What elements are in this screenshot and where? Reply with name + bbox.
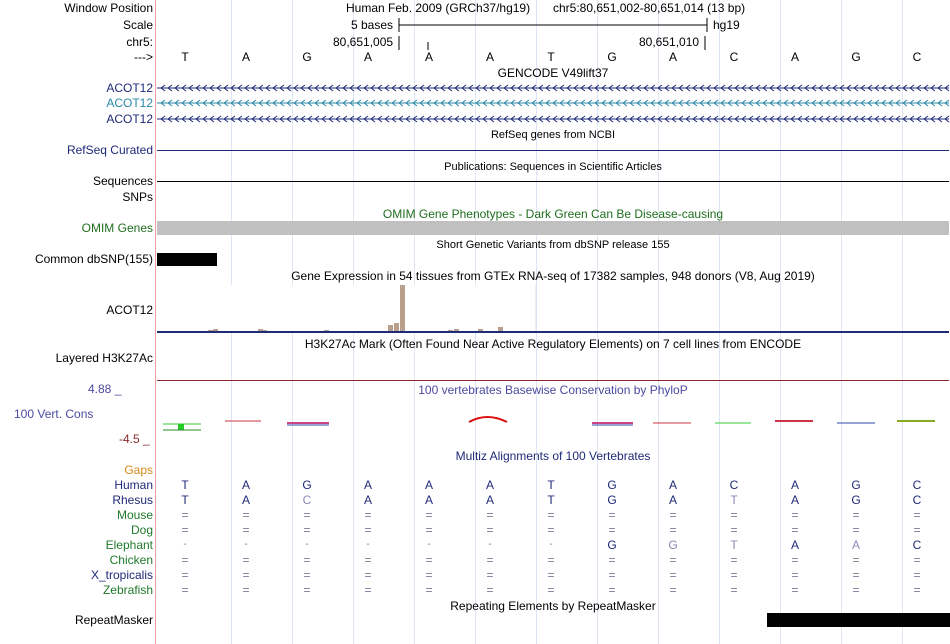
species-label[interactable]: Mouse — [116, 508, 153, 522]
refseq-line[interactable] — [157, 150, 949, 151]
alignment-base: = — [486, 583, 494, 597]
alignment-base: = — [547, 583, 555, 597]
alignment-base: = — [242, 583, 250, 597]
alignment-base: = — [364, 508, 372, 522]
alignment-base: A — [668, 478, 677, 492]
alignment-base: = — [608, 583, 616, 597]
alignment-base: C — [912, 538, 922, 552]
alignment-base: T — [547, 478, 555, 492]
snps-label[interactable]: SNPs — [122, 190, 153, 204]
label-panel-border — [155, 0, 156, 644]
sequence-base: T — [547, 50, 555, 64]
sequence-base: A — [424, 50, 433, 64]
species-label[interactable]: Zebrafish — [102, 583, 153, 597]
alignment-base: = — [303, 583, 311, 597]
gaps-label[interactable]: Gaps — [124, 463, 153, 477]
refseq-title: RefSeq genes from NCBI — [490, 129, 616, 141]
alignment-base: = — [913, 568, 921, 582]
gencode-transcript-1[interactable] — [157, 83, 949, 93]
omim-title: OMIM Gene Phenotypes - Dark Green Can Be Disease-causing — [382, 207, 724, 221]
alignment-base: C — [912, 478, 922, 492]
scale-label: Scale — [122, 18, 153, 32]
alignment-base: T — [181, 478, 189, 492]
gencode-label-3[interactable]: ACOT12 — [106, 112, 153, 126]
alignment-base: = — [791, 583, 799, 597]
refseq-label[interactable]: RefSeq Curated — [66, 143, 153, 157]
gtex-label[interactable]: ACOT12 — [106, 303, 153, 317]
multiz-title: Multiz Alignments of 100 Vertebrates — [455, 449, 651, 463]
alignment-base: = — [242, 508, 250, 522]
sequence-base: C — [912, 50, 922, 64]
alignment-base: A — [485, 493, 494, 507]
repeatmasker-label[interactable]: RepeatMasker — [74, 613, 153, 627]
alignment-base: = — [547, 523, 555, 537]
species-label[interactable]: Elephant — [105, 538, 153, 552]
alignment-base: = — [181, 523, 189, 537]
repeat-element[interactable] — [767, 613, 950, 627]
gencode-transcript-2[interactable] — [157, 98, 949, 108]
phylop-max: 4.88 _ — [88, 382, 122, 396]
alignment-base: = — [608, 553, 616, 567]
species-label[interactable]: Rhesus — [112, 493, 153, 507]
alignment-base: = — [425, 508, 433, 522]
alignment-base: C — [302, 493, 312, 507]
alignment-base: = — [791, 508, 799, 522]
alignment-base: - — [244, 539, 248, 550]
dbsnp-label[interactable]: Common dbSNP(155) — [34, 252, 153, 266]
alignment-base: = — [852, 568, 860, 582]
alignment-base: = — [242, 553, 250, 567]
alignment-base: A — [790, 538, 799, 552]
alignment-base: = — [669, 568, 677, 582]
alignment-base: C — [912, 493, 922, 507]
alignment-base: T — [547, 493, 555, 507]
alignment-base: = — [852, 523, 860, 537]
alignment-base: = — [181, 583, 189, 597]
sequence-base: A — [485, 50, 494, 64]
omim-label[interactable]: OMIM Genes — [81, 221, 153, 235]
alignment-base: = — [364, 583, 372, 597]
species-label[interactable]: Chicken — [109, 553, 153, 567]
gencode-label-1[interactable]: ACOT12 — [106, 81, 153, 95]
sequence-base: T — [181, 50, 189, 64]
scale-bar-text: 5 bases — [351, 18, 394, 32]
coord-right: 80,651,010 — [639, 35, 700, 49]
alignment-base: - — [427, 539, 431, 550]
alignment-base: = — [913, 583, 921, 597]
alignment-base: = — [547, 568, 555, 582]
alignment-base: = — [730, 568, 738, 582]
sequence-base: A — [790, 50, 799, 64]
alignment-base: = — [791, 568, 799, 582]
alignment-base: T — [730, 538, 738, 552]
gtex-tissue-bar[interactable] — [400, 285, 405, 331]
dbsnp-title: Short Genetic Variants from dbSNP release 155 — [436, 239, 670, 251]
h3k27ac-baseline — [157, 380, 949, 381]
alignment-base: - — [305, 539, 309, 550]
alignment-base: = — [730, 523, 738, 537]
alignment-base: = — [303, 553, 311, 567]
alignment-base: A — [851, 538, 860, 552]
alignment-base: = — [608, 568, 616, 582]
strand-arrow: ---> — [134, 50, 153, 64]
alignment-base: A — [668, 493, 677, 507]
publications-title: Publications: Sequences in Scientific Articles — [444, 161, 662, 173]
publications-label[interactable]: Sequences — [92, 174, 153, 188]
alignment-base: = — [669, 523, 677, 537]
alignment-base: A — [790, 478, 799, 492]
gtex-gene-line[interactable] — [157, 331, 949, 333]
alignment-base: = — [730, 553, 738, 567]
alignment-base: G — [607, 538, 617, 552]
alignment-base: = — [242, 523, 250, 537]
alignment-base: G — [851, 478, 861, 492]
alignment-base: A — [424, 493, 433, 507]
alignment-base: = — [364, 568, 372, 582]
coord-left: 80,651,005 — [333, 35, 394, 49]
alignment-base: = — [852, 553, 860, 567]
alignment-base: = — [608, 508, 616, 522]
alignment-base: = — [181, 553, 189, 567]
window-position-label: Window Position — [64, 1, 153, 15]
alignment-base: = — [486, 523, 494, 537]
alignment-base: A — [241, 493, 250, 507]
alignment-base: A — [424, 478, 433, 492]
sequence-base: A — [668, 50, 677, 64]
sequence-base: C — [729, 50, 739, 64]
alignment-base: = — [791, 523, 799, 537]
assembly-title: Human Feb. 2009 (GRCh37/hg19) — [346, 1, 531, 15]
alignment-base: = — [425, 553, 433, 567]
gencode-title: GENCODE V49lift37 — [497, 66, 609, 80]
alignment-base: A — [241, 478, 250, 492]
alignment-base: = — [364, 553, 372, 567]
alignment-base: = — [181, 508, 189, 522]
h3k27ac-title: H3K27Ac Mark (Often Found Near Active Regulatory Elements) on 7 cell lines from ENCODE — [304, 337, 802, 351]
species-label[interactable]: Dog — [130, 523, 153, 537]
phylop-min: -4.5 _ — [119, 432, 150, 446]
alignment-base: = — [730, 508, 738, 522]
alignment-base: - — [366, 539, 370, 550]
position-range[interactable]: chr5:80,651,002-80,651,014 (13 bp) — [553, 1, 746, 15]
alignment-base: = — [852, 583, 860, 597]
scale-db: hg19 — [713, 18, 740, 32]
alignment-base: G — [302, 478, 312, 492]
alignment-base: A — [790, 493, 799, 507]
alignment-base: = — [425, 583, 433, 597]
alignment-base: - — [549, 539, 553, 550]
sequence-base: A — [363, 50, 372, 64]
alignment-base: = — [669, 508, 677, 522]
alignment-base: = — [730, 583, 738, 597]
alignment-base: = — [913, 523, 921, 537]
publications-line[interactable] — [157, 181, 949, 182]
alignment-base: = — [791, 553, 799, 567]
alignment-base: = — [364, 523, 372, 537]
gtex-title: Gene Expression in 54 tissues from GTEx RNA-seq of 17382 samples, 948 donors (V8, Aug 2019) — [291, 269, 815, 283]
alignment-base: = — [547, 508, 555, 522]
alignment-base: = — [303, 568, 311, 582]
alignment-base: - — [488, 539, 492, 550]
dbsnp-variant[interactable] — [157, 253, 217, 266]
alignment-base: C — [729, 478, 739, 492]
alignment-base: = — [669, 583, 677, 597]
gencode-transcript-3[interactable] — [157, 114, 949, 124]
alignment-base: G — [607, 478, 617, 492]
alignment-base: = — [547, 553, 555, 567]
alignment-base: G — [851, 493, 861, 507]
alignment-base: = — [303, 523, 311, 537]
sequence-base: A — [241, 50, 250, 64]
alignment-base: = — [486, 553, 494, 567]
gtex-plot-area[interactable] — [157, 285, 536, 331]
alignment-base: = — [303, 508, 311, 522]
alignment-base: A — [363, 493, 372, 507]
sequence-base: G — [851, 50, 861, 64]
gtex-tissue-bar[interactable] — [394, 323, 399, 331]
species-label[interactable]: X_tropicalis — [90, 568, 153, 582]
alignment-base: = — [486, 508, 494, 522]
species-label[interactable]: Human — [114, 478, 153, 492]
sequence-base: G — [607, 50, 617, 64]
alignment-base: = — [425, 523, 433, 537]
alignment-base: A — [485, 478, 494, 492]
alignment-base: G — [607, 493, 617, 507]
h3k27ac-label[interactable]: Layered H3K27Ac — [55, 351, 153, 365]
alignment-base: = — [486, 568, 494, 582]
alignment-base: = — [181, 568, 189, 582]
alignment-base: = — [913, 508, 921, 522]
alignment-base: G — [668, 538, 678, 552]
omim-gene-bar[interactable] — [157, 221, 949, 235]
alignment-base: = — [425, 568, 433, 582]
phylop-title: 100 vertebrates Basewise Conservation by PhyloP — [418, 383, 688, 397]
alignment-base: = — [913, 553, 921, 567]
alignment-base: T — [730, 493, 738, 507]
phylop-wiggle[interactable] — [157, 410, 949, 434]
alignment-base: = — [852, 508, 860, 522]
alignment-base: = — [608, 523, 616, 537]
alignment-base: - — [183, 539, 187, 550]
gencode-label-2[interactable]: ACOT12 — [106, 96, 153, 110]
repeatmasker-title: Repeating Elements by RepeatMasker — [450, 599, 656, 613]
alignment-base: A — [363, 478, 372, 492]
chrom-label: chr5: — [126, 35, 153, 49]
alignment-base: = — [669, 553, 677, 567]
alignment-base: = — [242, 568, 250, 582]
sequence-base: G — [302, 50, 312, 64]
alignment-base: T — [181, 493, 189, 507]
phylop-label[interactable]: 100 Vert. Cons — [14, 407, 94, 421]
